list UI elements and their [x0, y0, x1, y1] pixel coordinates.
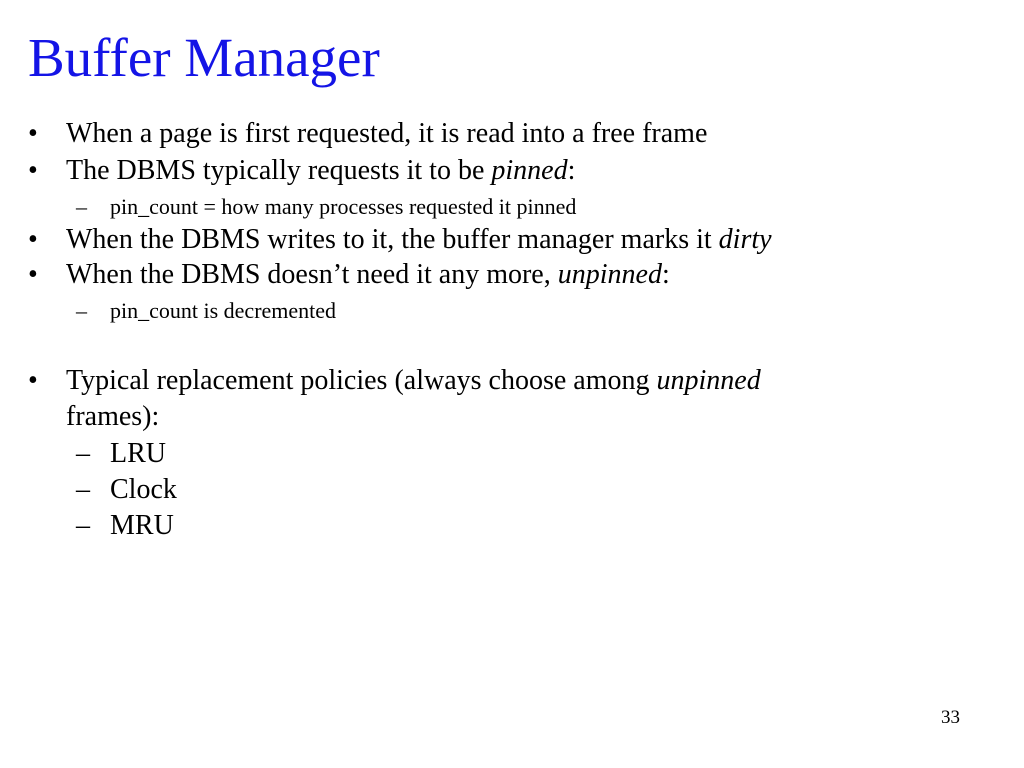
bullet-text [66, 222, 772, 258]
bullet-marker: • [28, 224, 38, 255]
bullet-marker: • [28, 155, 38, 186]
bullet-text [66, 363, 761, 399]
emphasis-unpinned: unpinned [656, 365, 761, 396]
slide-title: Buffer Manager [28, 27, 380, 88]
bullet-item-first-request [28, 116, 708, 152]
sub-item-text: LRU [110, 438, 166, 469]
bullet-item-dirty [28, 222, 772, 258]
sub-item-clock [76, 472, 177, 508]
sub-item-mru [76, 508, 174, 544]
bullet-text [66, 257, 670, 293]
bullet-text-continuation: frames): [66, 401, 160, 432]
sub-item-text: MRU [110, 510, 174, 541]
dash-marker: – [76, 194, 87, 219]
bullet-text-part: : [567, 155, 576, 186]
emphasis-dirty: dirty [718, 224, 772, 255]
emphasis-pinned: pinned [491, 155, 568, 186]
sub-item-text: pin_count is decremented [110, 298, 337, 323]
bullet-item-pinned [28, 153, 576, 189]
sub-item-text: pin_count = how many processes requested it pinned [110, 194, 577, 219]
sub-item-text: Clock [110, 474, 177, 505]
sub-item-pin-count [76, 193, 577, 221]
bullet-item-replacement-policies [28, 363, 761, 399]
bullet-marker: • [28, 118, 38, 149]
dash-marker: – [76, 510, 90, 541]
bullet-marker: • [28, 365, 38, 396]
sub-item-lru [76, 436, 166, 472]
bullet-text-part: The DBMS typically requests it to be [66, 155, 492, 186]
emphasis-unpinned: unpinned [557, 259, 662, 290]
bullet-text [66, 153, 575, 189]
bullet-text: When a page is first requested, it is read into a free frame [66, 118, 708, 149]
page-number: 33 [941, 707, 960, 728]
sub-item-decremented [76, 297, 337, 325]
dash-marker: – [76, 474, 90, 505]
dash-marker: – [76, 438, 90, 469]
bullet-text-part: When the DBMS writes to it, the buffer manager marks it [66, 224, 719, 255]
dash-marker: – [76, 298, 87, 323]
bullet-marker: • [28, 259, 38, 290]
bullet-item-unpinned [28, 257, 670, 293]
bullet-text-part: When the DBMS doesn’t need it any more, [66, 259, 558, 290]
bullet-text-part: Typical replacement policies (always choose among [66, 365, 657, 396]
bullet-text-part: : [661, 259, 670, 290]
